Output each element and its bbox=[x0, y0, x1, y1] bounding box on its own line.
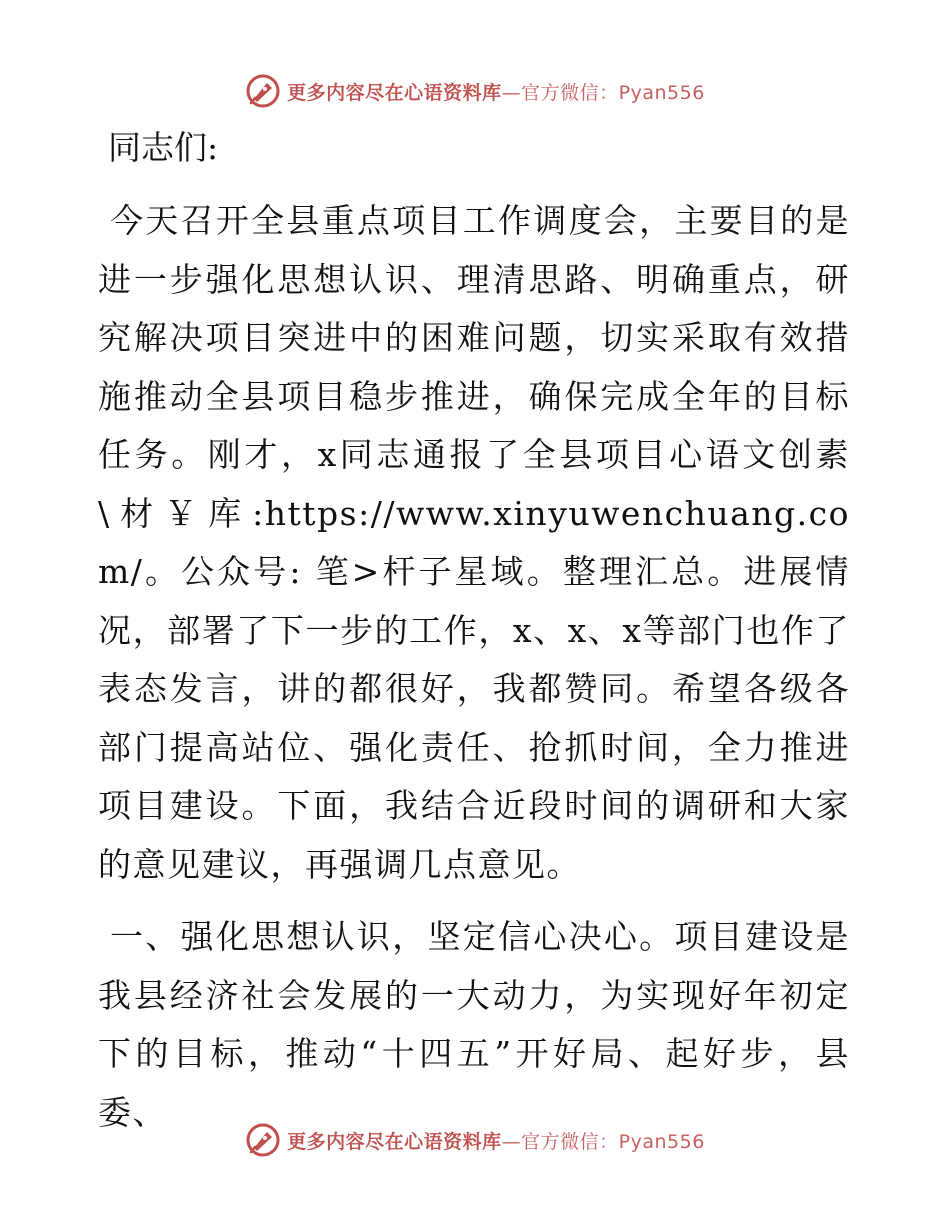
header-watermark-banner bbox=[0, 71, 950, 111]
footer-watermark-text: 更多内容尽在心语资料库—官方微信：Pyan556 bbox=[287, 1130, 705, 1153]
greeting-line: 同志们: bbox=[108, 128, 219, 167]
pen-nib-icon bbox=[245, 1122, 281, 1158]
pen-nib-icon bbox=[245, 73, 281, 109]
paragraph-1: 今天召开全县重点项目工作调度会，主要目的是进一步强化思想认识、理清思路、明确重点，研究解决项目突进中的困难问题，切实采取有效措施推动全县项目稳步推进，确保完成全年的目标任务。刚才，x同志通报了全县项目心语文创素\材￥库:https://www.xinyuwenchuang.com/。公众号: 笔>杆子星域。整理汇总。进展情况，部署了下一步的工作，x、x、x等部门也作了表态发言，讲的都很好，我都赞同。希望各级各部门提高站位、强化责任、抢抓时间，全力推进项目建设。下面，我结合近段时间的调研和大家的意见建议，再强调几点意见。 bbox=[98, 201, 850, 884]
document-body bbox=[98, 124, 850, 1156]
header-watermark-text: 更多内容尽在心语资料库—官方微信：Pyan556 bbox=[287, 81, 705, 104]
footer-watermark-banner bbox=[0, 1120, 950, 1160]
paragraph-2: 一、强化思想认识，坚定信心决心。项目建设是我县经济社会发展的一大动力，为实现好年初定下的目标，推动“十四五”开好局、起好步，县委、 bbox=[98, 917, 850, 1132]
